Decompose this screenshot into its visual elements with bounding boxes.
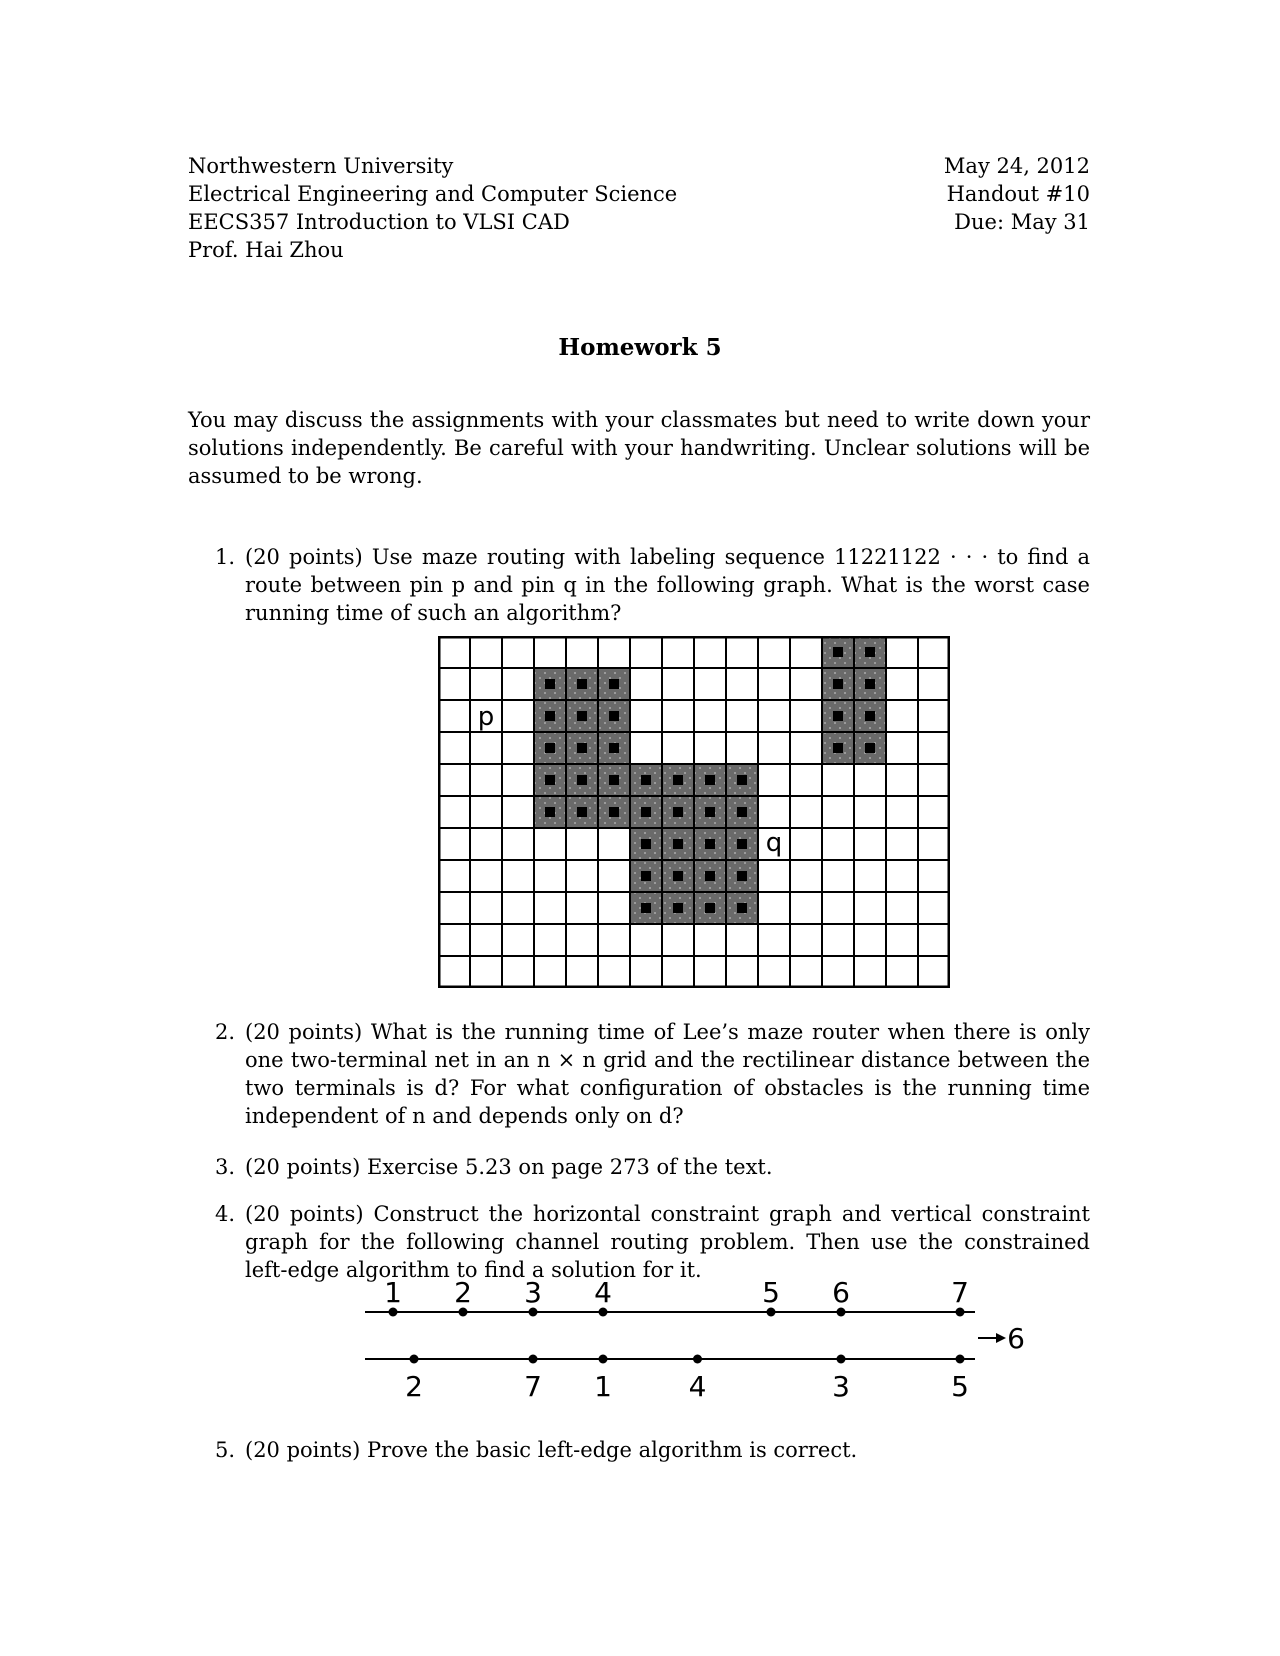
obstacle-dot (673, 903, 683, 913)
problem-text: (20 points) Construct the horizontal constraint graph and vertical constraint graph for the following channel routing problem. Then use the constrained left-edge algorithm to find a solution for it. (245, 1202, 1090, 1282)
bottom-pin-dot (599, 1355, 608, 1364)
top-pin-label: 6 (832, 1278, 850, 1309)
obstacle-dot (705, 807, 715, 817)
exit-arrow (978, 1333, 1006, 1343)
obstacle-dot (673, 871, 683, 881)
obstacle-dot (705, 775, 715, 785)
top-pin-label: 3 (524, 1278, 542, 1309)
obstacle-dot (737, 871, 747, 881)
date: May 24, 2012 (943, 154, 1090, 178)
problem-3 (215, 1153, 1090, 1181)
header-left (188, 152, 748, 264)
obstacle-dot (865, 743, 875, 753)
obstacle-dot (577, 807, 587, 817)
bottom-pin-label: 3 (832, 1370, 850, 1403)
obstacle-dot (609, 775, 619, 785)
due-date: Due: May 31 (954, 210, 1090, 234)
obstacle-dot (577, 711, 587, 721)
top-pin-label: 1 (384, 1278, 402, 1309)
problem-number: 4. (215, 1202, 236, 1226)
bottom-pin-dot (956, 1355, 965, 1364)
obstacle-dot (705, 903, 715, 913)
top-pin-label: 2 (454, 1278, 472, 1309)
obstacle-dot (577, 743, 587, 753)
channel-routing-figure (360, 1278, 1040, 1408)
obstacle-dot (833, 679, 843, 689)
obstacle-dot (673, 839, 683, 849)
obstacle-dot (545, 807, 555, 817)
problem-5 (215, 1436, 1090, 1464)
obstacle-dot (737, 775, 747, 785)
problem-number: 2. (215, 1020, 236, 1044)
obstacle-dot (833, 743, 843, 753)
problem-number: 3. (215, 1155, 236, 1179)
problem-number: 1. (215, 545, 236, 569)
obstacle-dot (577, 679, 587, 689)
obstacle-dot (673, 775, 683, 785)
obstacle-dot (577, 775, 587, 785)
top-pin-label: 7 (951, 1278, 969, 1309)
problem-text: (20 points) Prove the basic left-edge algorithm is correct. (245, 1438, 858, 1462)
obstacle-dot (673, 807, 683, 817)
obstacle-dot (641, 839, 651, 849)
intro-paragraph: You may discuss the assignments with your classmates but need to write down your solutions independently. Be careful with your handwriting. Unclear solutions will be assumed to be wrong. (188, 408, 1090, 488)
bottom-pin-dot (410, 1355, 419, 1364)
bottom-pin-label: 2 (405, 1370, 423, 1403)
bottom-pin-label: 5 (951, 1370, 969, 1403)
obstacle-dot (737, 903, 747, 913)
instructor: Prof. Hai Zhou (188, 238, 344, 262)
problem-2 (215, 1018, 1090, 1130)
obstacle-dot (609, 711, 619, 721)
obstacle-dot (737, 839, 747, 849)
obstacle-dot (737, 807, 747, 817)
page-title: Homework 5 (558, 334, 722, 361)
obstacle-dot (865, 711, 875, 721)
obstacle-dot (833, 647, 843, 657)
department: Electrical Engineering and Computer Science (188, 182, 678, 206)
obstacle-dot (641, 775, 651, 785)
obstacle-dot (641, 903, 651, 913)
obstacle-dot (705, 871, 715, 881)
problem-text: (20 points) What is the running time of Lee’s maze router when there is only one two-terminal net in an n × n grid and the rectilinear distance between the two terminals is d? For what configuration of obstacles is the running time independent of n and depends only on d? (245, 1020, 1090, 1128)
bottom-pin-dot (529, 1355, 538, 1364)
pin-q-label: q (765, 828, 783, 858)
obstacle-dot (545, 679, 555, 689)
problem-text: (20 points) Exercise 5.23 on page 273 of the text. (245, 1155, 773, 1179)
obstacle-dot (545, 711, 555, 721)
obstacle-dot (833, 711, 843, 721)
obstacle-dot (609, 679, 619, 689)
exit-net-label: 6 (1007, 1322, 1025, 1355)
obstacle-dot (545, 743, 555, 753)
obstacle-dot (865, 679, 875, 689)
problem-1 (215, 543, 1090, 627)
pin-p-label: p (477, 702, 495, 732)
obstacle-dot (641, 807, 651, 817)
bottom-pin-label: 7 (524, 1370, 542, 1403)
handout-number: Handout #10 (946, 182, 1090, 206)
obstacle-dot (609, 807, 619, 817)
problem-4 (215, 1200, 1090, 1284)
obstacle-dot (865, 647, 875, 657)
obstacle-dot (641, 871, 651, 881)
obstacle-dot (609, 743, 619, 753)
course: EECS357 Introduction to VLSI CAD (188, 210, 570, 234)
top-pin-label: 5 (762, 1278, 780, 1309)
top-pin-label: 4 (594, 1278, 612, 1309)
obstacle-dot (545, 775, 555, 785)
bottom-pin-label: 1 (594, 1370, 612, 1403)
problem-text: (20 points) Use maze routing with labeling sequence 11221122 · · · to find a route between pin p and pin q in the following graph. What is the worst case running time of such an algorithm? (245, 545, 1090, 625)
maze-grid-figure (438, 636, 950, 988)
institution: Northwestern University (188, 154, 454, 178)
header-right (880, 152, 1090, 236)
problem-number: 5. (215, 1438, 236, 1462)
obstacle-dot (705, 839, 715, 849)
bottom-pin-dot (693, 1355, 702, 1364)
bottom-pin-dot (837, 1355, 846, 1364)
bottom-pin-label: 4 (688, 1370, 707, 1403)
